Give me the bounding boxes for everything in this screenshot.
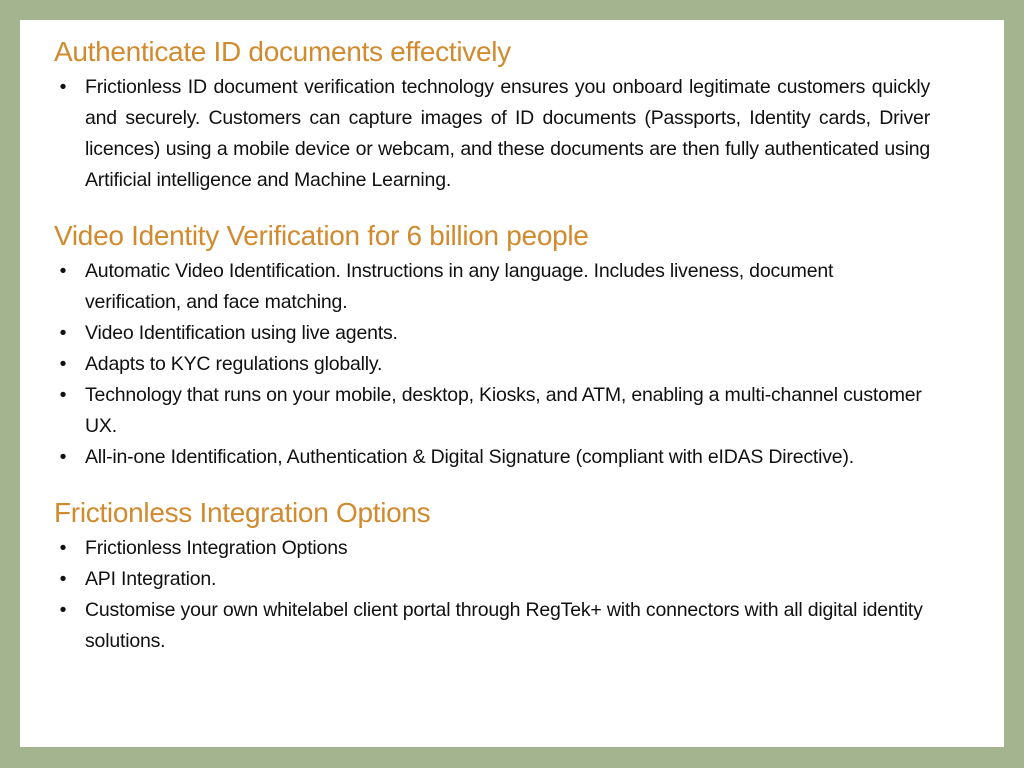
list-item-text: Automatic Video Identification. Instructions in any language. Includes liveness, document verification, and face matching. [85, 260, 834, 313]
bullet-icon: • [59, 384, 67, 406]
section-heading: Video Identity Verification for 6 billion people [54, 220, 589, 251]
list-item-text: Frictionless ID document verification technology ensures you onboard legitimate customers quickly and securely. Customers can capture images of ID documents (Passports, Identity cards, Driver licences) using a mobile device or webcam, and these documents are then fully authenticated using Artificial intelligence and Machine Learning. [85, 76, 930, 191]
list-item-text: Customise your own whitelabel client portal through RegTek+ with connectors with all digital identity solutions. [85, 599, 923, 652]
bullet-icon: • [59, 568, 67, 590]
bullet-icon: • [59, 537, 67, 559]
bullet-icon: • [59, 599, 67, 621]
list-item-text: API Integration. [85, 568, 217, 590]
list-item [54, 533, 930, 564]
section-authenticate-id [54, 34, 930, 196]
bullet-icon: • [59, 446, 67, 468]
list-item [54, 442, 930, 473]
list-item-text: Adapts to KYC regulations globally. [85, 353, 383, 375]
list-item [54, 595, 930, 657]
list-item [54, 72, 930, 196]
list-item-text: Technology that runs on your mobile, desktop, Kiosks, and ATM, enabling a multi-channel customer UX. [85, 384, 922, 437]
section-integration-options [54, 495, 930, 657]
bullet-icon: • [59, 353, 67, 375]
bullet-icon: • [59, 322, 67, 344]
bullet-list [54, 533, 930, 657]
list-item-text: Frictionless Integration Options [85, 537, 348, 559]
list-item [54, 256, 930, 318]
section-heading: Authenticate ID documents effectively [54, 36, 511, 67]
list-item-text: All-in-one Identification, Authentication & Digital Signature (compliant with eIDAS Directive). [85, 446, 854, 468]
list-item [54, 318, 930, 349]
slide-content-panel [20, 20, 1004, 747]
bullet-icon: • [59, 76, 67, 98]
bullet-list [54, 72, 930, 196]
section-video-identity [54, 218, 930, 473]
list-item [54, 349, 930, 380]
bullet-icon: • [59, 260, 67, 282]
list-item-text: Video Identification using live agents. [85, 322, 398, 344]
list-item [54, 564, 930, 595]
list-item [54, 380, 930, 442]
section-heading: Frictionless Integration Options [54, 497, 431, 528]
bullet-list [54, 256, 930, 473]
